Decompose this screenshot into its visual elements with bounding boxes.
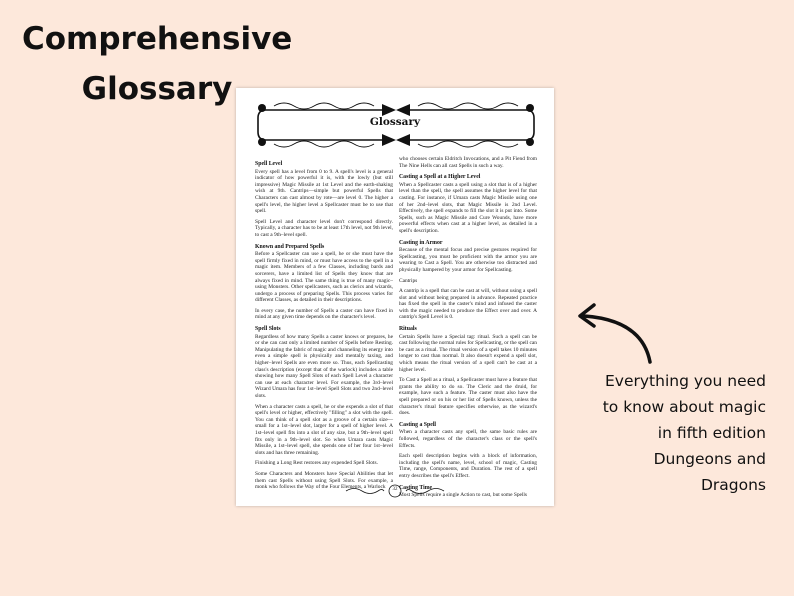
curved-arrow-icon <box>572 300 662 370</box>
caption-line-1: Everything you need <box>605 372 766 390</box>
paragraph: Every spell has a level from 0 to 9. A spell's level is a general indicator of how powerful it is, with the lowly (but still impressive) Magic Missile at 1st Level and the earth-shaking wish at 9th. Cantrips—simple but powerful Spells that Characters can cast almost by rote—are level 0. The higher a spell's level, the higher level a Spellcaster must be to use that spell. <box>255 168 393 215</box>
paragraph: who chooses certain Eldritch Invocations, and a Pit Fiend from The Nine Hells can all cast Spells in such a way. <box>399 156 537 169</box>
paragraph: To Cast a Spell as a ritual, a Spellcaster must have a feature that grants the ability to do so. The Cleric and the druid, for example, have such a feature. The caster must also have the spell prepared or on his or her list of Spells known, unless the character's ritual feature specifies otherwise, as the wizard's does. <box>399 377 537 417</box>
section-heading: Casting Time <box>399 484 433 491</box>
paragraph: Most Spells require a single Action to cast, but some Spells <box>399 492 528 499</box>
paragraph: Certain Spells have a Special tag: ritual. Such a spell can be cast following the normal rules for Spellcasting, or the spell can be cast as a ritual. The ritual version of a spell takes 10 minutes longer to cast than normal. It also doesn't expend a spell slot, which means the ritual version of a spell can't be cast at a higher level. <box>399 333 537 373</box>
paragraph: Some Characters and Monsters have Special Abilities that let them cast Spells without using Spell Slots. For example, a monk who follows the Way of the Four Elements, a Warlock <box>255 470 393 491</box>
paragraph: Before a Spellcaster can use a spell, he or she must have the spell firmly fixed in mind, or must have access to the spell in a magic item. Members of a few Classes, including bards and sorcerers, have a limited list of Spells they know that are always fixed in mind. The same thing is true of many magic–using Monsters. Other spellcasters, such as clerics and wizards, undergo a process of preparing Spells. This process varies for different Classes, as detailed in their descriptions. <box>255 251 393 304</box>
left-column <box>255 156 393 495</box>
paragraph: When a character casts a spell, he or she expends a slot of that spell's level or higher, effectively "filling" a slot with the spell. You can think of a spell slot as a groove of a certain size—small for a 1st–level slot, larger for a spell of higher level. A 1st–level spell fits into a slot of any size, but a 9th–level spell fits only in a 9th–level slot. So when Umara casts Magic Missile, a 1st–level spell, she spends one of her four 1st–level slots and has three remaining. <box>255 403 393 456</box>
paragraph: Finishing a Long Rest restores any expended Spell Slots. <box>255 460 378 467</box>
section-heading: Known and Prepared Spells <box>255 243 325 250</box>
paragraph: A cantrip is a spell that can be cast at will, without using a spell slot and without being prepared in advance. Repeated practice has fixed the spell in the caster's mind and infused the caster with the magic needed to produce the Effect over and over. A cantrip's Spell Level is 0. <box>399 288 537 321</box>
paragraph: When a character casts any spell, the same basic rules are followed, regardless of the character's class or the spell's Effects. <box>399 429 537 449</box>
caption <box>566 368 766 498</box>
paragraph: In every case, the number of Spells a caster can have fixed in mind at any given time depends on the character's level. <box>255 307 393 321</box>
caption-line-3: in fifth edition <box>657 424 766 442</box>
headline-line-1: Comprehensive <box>22 21 293 57</box>
section-heading: Spell Slots <box>255 326 281 333</box>
section-heading: Casting a Spell at a Higher Level <box>399 174 481 181</box>
headline-line-2: Glossary <box>81 71 233 107</box>
caption-line-5: Dragons <box>700 476 766 494</box>
paragraph: Spell Level and character level don't correspond directly. Typically, a character has to be at least 17th level, not 9th level, to cast a 9th–level spell. <box>255 218 393 238</box>
right-column <box>399 156 537 503</box>
glossary-page <box>236 88 554 506</box>
section-heading: Spell Level <box>255 161 283 167</box>
paragraph: When a Spellcaster casts a spell using a slot that is of a higher level than the spell, the spell assumes the higher level for that casting. For instance, if Umara casts Magic Missile using one of her 2nd–level slots, that Magic Missile is 2nd Level. Effectively, the spell expands to fill the slot it is put into. Some Spells, such as Magic Missile and Cure Wounds, have more powerful effects when cast at a higher level, as detailed in a spell's description. <box>399 181 537 234</box>
page-number: 32 <box>392 487 398 492</box>
caption-line-2: to know about magic <box>602 398 766 416</box>
paragraph: Each spell description begins with a block of information, including the spell's name, level, school of magic, Casting Time, range, Components, and Duration. The rest of a spell entry describes the spell's Effect. <box>399 453 537 479</box>
paragraph: Because of the mental focus and precise gestures required for Spellcasting, you must be proficient with the armor you are wearing to Cast a Spell. You are otherwise too distracted and physically hampered by your armor for Spellcasting. <box>399 247 537 273</box>
caption-line-4: Dungeons and <box>653 450 766 468</box>
section-heading: Casting a Spell <box>399 421 437 428</box>
section-heading: Casting in Armor <box>399 239 443 246</box>
page-title: Glossary <box>369 116 421 128</box>
section-heading: Rituals <box>399 326 417 333</box>
paragraph: Regardless of how many Spells a caster knows or prepares, he or she can cast only a limited number of Spells before Resting. Manipulating the fabric of magic and channeling its energy into even a simple spell is physically and mentally taxing, and higher–level Spells are even more so. Thus, each Spellcasting class's description (except that of the warlock) includes a table showing how many Spell Slots of each Spell Level a character can use at each character level. For example, the 3rd–level Wizard Umara has four 1st–level Spell Slots and two 2nd–level slots. <box>255 333 393 399</box>
paragraph: Cantrips <box>399 277 418 284</box>
